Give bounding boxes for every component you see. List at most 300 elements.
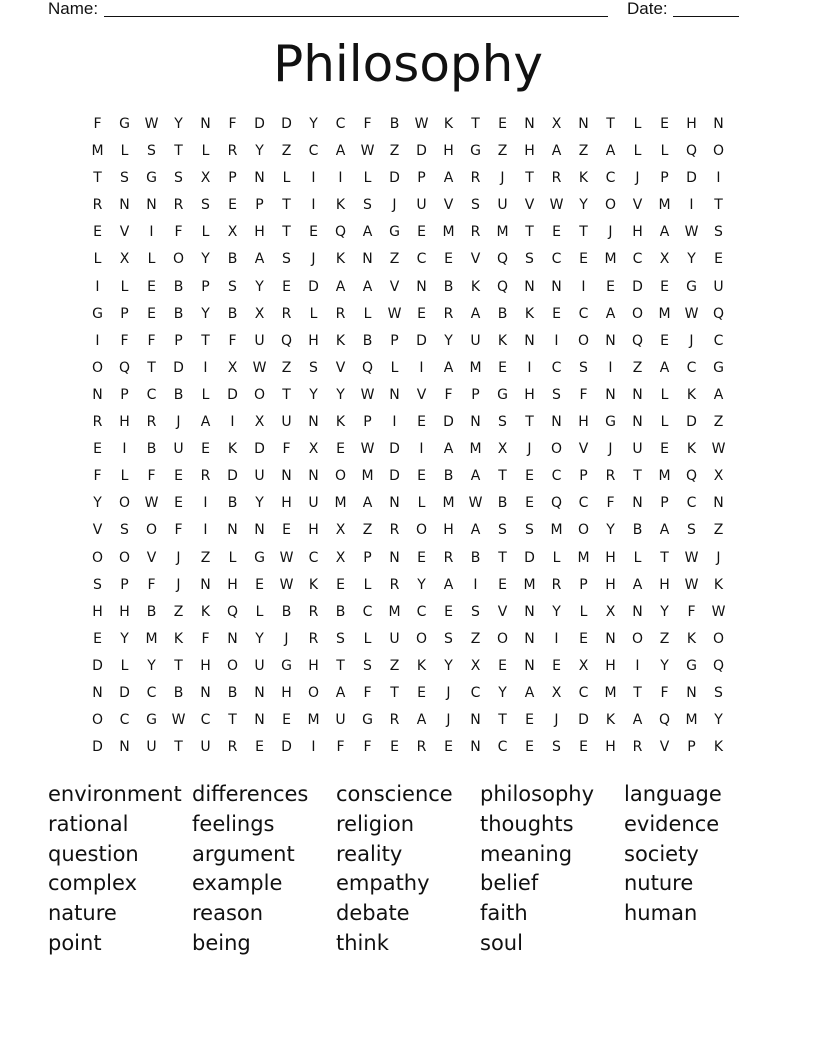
grid-letter[interactable]: X xyxy=(227,359,238,376)
grid-letter[interactable]: R xyxy=(281,305,292,322)
grid-letter[interactable]: F xyxy=(336,739,345,756)
grid-letter[interactable]: S xyxy=(147,143,156,160)
grid-letter[interactable]: F xyxy=(444,386,453,403)
grid-letter[interactable]: Y xyxy=(120,630,129,647)
grid-letter[interactable]: T xyxy=(633,468,642,485)
grid-letter[interactable]: P xyxy=(363,549,372,566)
grid-letter[interactable]: C xyxy=(308,549,319,566)
grid-letter[interactable]: T xyxy=(174,739,183,756)
grid-letter[interactable]: V xyxy=(146,549,157,566)
grid-letter[interactable]: R xyxy=(389,576,400,593)
grid-letter[interactable]: Y xyxy=(660,657,669,674)
grid-letter[interactable]: U xyxy=(389,630,400,647)
grid-letter[interactable]: K xyxy=(713,739,724,756)
grid-letter[interactable]: D xyxy=(686,414,697,431)
grid-letter[interactable]: E xyxy=(498,116,507,132)
grid-letter[interactable]: E xyxy=(417,414,426,431)
grid-letter[interactable]: R xyxy=(173,197,184,214)
grid-letter[interactable]: M xyxy=(442,495,455,512)
grid-letter[interactable]: E xyxy=(282,712,291,729)
grid-letter[interactable]: Y xyxy=(444,332,453,349)
grid-letter[interactable]: K xyxy=(308,576,319,593)
grid-letter[interactable]: E xyxy=(525,495,534,512)
grid-letter[interactable]: J xyxy=(284,630,289,647)
grid-letter[interactable]: C xyxy=(686,359,697,376)
grid-letter[interactable]: T xyxy=(498,712,507,729)
grid-letter[interactable]: G xyxy=(362,712,373,729)
grid-letter[interactable]: N xyxy=(119,739,130,756)
grid-letter[interactable]: P xyxy=(255,197,264,214)
grid-letter[interactable]: B xyxy=(146,441,157,458)
grid-letter[interactable]: I xyxy=(203,495,208,512)
grid-letter[interactable]: E xyxy=(93,224,102,241)
grid-letter[interactable]: Z xyxy=(632,359,643,376)
grid-letter[interactable]: P xyxy=(174,332,183,349)
grid-letter[interactable]: D xyxy=(416,332,427,349)
grid-letter[interactable]: J xyxy=(176,549,181,566)
grid-letter[interactable]: W xyxy=(684,576,699,593)
grid-letter[interactable]: Q xyxy=(712,657,725,674)
grid-letter[interactable]: N xyxy=(524,603,535,620)
grid-letter[interactable]: Z xyxy=(713,414,724,431)
grid-letter[interactable]: J xyxy=(689,332,694,349)
grid-letter[interactable]: A xyxy=(470,305,481,322)
grid-letter[interactable]: B xyxy=(335,603,346,620)
grid-letter[interactable]: H xyxy=(605,739,616,756)
grid-letter[interactable]: B xyxy=(173,305,184,322)
grid-letter[interactable]: O xyxy=(91,359,104,376)
grid-letter[interactable]: P xyxy=(120,305,129,322)
grid-letter[interactable]: T xyxy=(174,657,183,674)
grid-letter[interactable]: A xyxy=(605,143,616,160)
grid-letter[interactable]: W xyxy=(171,712,186,729)
grid-letter[interactable]: J xyxy=(635,170,640,187)
grid-letter[interactable]: I xyxy=(203,522,208,539)
grid-letter[interactable]: A xyxy=(443,441,454,458)
grid-letter[interactable]: L xyxy=(633,143,642,160)
grid-letter[interactable]: Y xyxy=(444,657,453,674)
grid-letter[interactable]: R xyxy=(92,414,103,431)
grid-letter[interactable]: E xyxy=(606,278,615,295)
grid-letter[interactable]: T xyxy=(201,332,210,349)
grid-letter[interactable]: M xyxy=(685,712,698,729)
grid-letter[interactable]: Q xyxy=(118,359,131,376)
grid-letter[interactable]: H xyxy=(308,332,319,349)
grid-letter[interactable]: C xyxy=(551,468,562,485)
grid-letter[interactable]: U xyxy=(200,739,211,756)
grid-letter[interactable]: D xyxy=(227,468,238,485)
grid-letter[interactable]: S xyxy=(552,739,561,756)
grid-letter[interactable]: N xyxy=(389,495,400,512)
grid-letter[interactable]: Y xyxy=(579,197,588,214)
grid-letter[interactable]: J xyxy=(608,224,613,241)
grid-letter[interactable]: F xyxy=(363,739,372,756)
grid-letter[interactable]: C xyxy=(551,251,562,268)
grid-letter[interactable]: Q xyxy=(361,359,374,376)
grid-letter[interactable]: V xyxy=(470,251,481,268)
grid-letter[interactable]: K xyxy=(578,170,589,187)
grid-letter[interactable]: N xyxy=(632,386,643,403)
grid-letter[interactable]: M xyxy=(469,441,482,458)
grid-letter[interactable]: D xyxy=(92,739,103,756)
grid-letter[interactable]: I xyxy=(608,359,613,376)
grid-letter[interactable]: R xyxy=(227,143,238,160)
grid-letter[interactable]: L xyxy=(120,468,129,485)
grid-letter[interactable]: D xyxy=(281,739,292,756)
grid-letter[interactable]: O xyxy=(91,549,104,566)
grid-letter[interactable]: M xyxy=(442,224,455,241)
grid-letter[interactable]: B xyxy=(173,386,184,403)
grid-letter[interactable]: N xyxy=(200,576,211,593)
grid-letter[interactable]: D xyxy=(389,468,400,485)
grid-letter[interactable]: I xyxy=(473,576,478,593)
grid-letter[interactable]: M xyxy=(523,576,536,593)
grid-letter[interactable]: S xyxy=(552,386,561,403)
grid-letter[interactable]: U xyxy=(281,414,292,431)
grid-letter[interactable]: R xyxy=(335,305,346,322)
grid-letter[interactable]: L xyxy=(363,305,372,322)
grid-letter[interactable]: S xyxy=(525,522,534,539)
grid-letter[interactable]: N xyxy=(578,116,589,132)
grid-letter[interactable]: F xyxy=(282,441,291,458)
grid-letter[interactable]: H xyxy=(308,522,319,539)
grid-letter[interactable]: A xyxy=(254,251,265,268)
grid-letter[interactable]: H xyxy=(605,657,616,674)
grid-letter[interactable]: E xyxy=(336,441,345,458)
grid-letter[interactable]: J xyxy=(311,251,316,268)
grid-letter[interactable]: C xyxy=(470,684,481,701)
grid-letter[interactable]: L xyxy=(579,603,588,620)
grid-letter[interactable]: E xyxy=(714,251,723,268)
grid-letter[interactable]: I xyxy=(311,739,316,756)
grid-letter[interactable]: E xyxy=(552,224,561,241)
grid-letter[interactable]: D xyxy=(92,657,103,674)
grid-letter[interactable]: H xyxy=(632,224,643,241)
grid-letter[interactable]: Y xyxy=(309,116,318,132)
grid-letter[interactable]: S xyxy=(282,251,291,268)
grid-letter[interactable]: W xyxy=(144,116,159,132)
grid-letter[interactable]: S xyxy=(687,522,696,539)
grid-letter[interactable]: F xyxy=(174,522,183,539)
grid-letter[interactable]: T xyxy=(390,684,399,701)
grid-letter[interactable]: L xyxy=(363,170,372,187)
grid-letter[interactable]: D xyxy=(173,359,184,376)
grid-letter[interactable]: C xyxy=(686,495,697,512)
grid-letter[interactable]: Q xyxy=(685,468,698,485)
grid-letter[interactable]: W xyxy=(684,305,699,322)
grid-letter[interactable]: M xyxy=(658,468,671,485)
grid-letter[interactable]: C xyxy=(578,305,589,322)
grid-letter[interactable]: Y xyxy=(255,278,264,295)
grid-letter[interactable]: L xyxy=(660,414,669,431)
grid-letter[interactable]: N xyxy=(227,630,238,647)
grid-letter[interactable]: C xyxy=(200,712,211,729)
grid-letter[interactable]: I xyxy=(419,359,424,376)
grid-letter[interactable]: P xyxy=(579,576,588,593)
grid-letter[interactable]: K xyxy=(335,251,346,268)
grid-letter[interactable]: O xyxy=(145,522,158,539)
grid-letter[interactable]: N xyxy=(470,739,481,756)
grid-letter[interactable]: T xyxy=(282,197,291,214)
grid-letter[interactable]: I xyxy=(419,441,424,458)
grid-letter[interactable]: N xyxy=(605,630,616,647)
grid-letter[interactable]: C xyxy=(308,143,319,160)
grid-letter[interactable]: A xyxy=(416,712,427,729)
grid-letter[interactable]: R xyxy=(416,739,427,756)
grid-letter[interactable]: S xyxy=(201,197,210,214)
grid-letter[interactable]: Z xyxy=(173,603,184,620)
grid-letter[interactable]: Y xyxy=(498,684,507,701)
grid-letter[interactable]: F xyxy=(120,332,129,349)
grid-letter[interactable]: I xyxy=(527,359,532,376)
grid-letter[interactable]: K xyxy=(686,441,697,458)
grid-letter[interactable]: M xyxy=(577,549,590,566)
grid-letter[interactable]: Q xyxy=(550,495,563,512)
grid-letter[interactable]: E xyxy=(417,305,426,322)
grid-letter[interactable]: G xyxy=(686,657,697,674)
grid-letter[interactable]: O xyxy=(631,630,644,647)
grid-letter[interactable]: X xyxy=(335,522,346,539)
grid-letter[interactable]: I xyxy=(311,170,316,187)
grid-letter[interactable]: P xyxy=(660,495,669,512)
grid-letter[interactable]: L xyxy=(93,251,102,268)
grid-letter[interactable]: L xyxy=(390,359,399,376)
grid-letter[interactable]: V xyxy=(92,522,103,539)
grid-letter[interactable]: U xyxy=(308,495,319,512)
grid-letter[interactable]: H xyxy=(308,657,319,674)
grid-letter[interactable]: E xyxy=(660,116,669,132)
grid-letter[interactable]: T xyxy=(660,549,669,566)
grid-letter[interactable]: N xyxy=(362,251,373,268)
grid-letter[interactable]: O xyxy=(496,630,509,647)
grid-letter[interactable]: K xyxy=(470,278,481,295)
grid-letter[interactable]: S xyxy=(120,170,129,187)
grid-letter[interactable]: I xyxy=(554,630,559,647)
grid-letter[interactable]: O xyxy=(415,522,428,539)
grid-letter[interactable]: F xyxy=(363,116,372,132)
grid-letter[interactable]: P xyxy=(228,170,237,187)
grid-letter[interactable]: D xyxy=(308,278,319,295)
grid-letter[interactable]: I xyxy=(95,278,100,295)
grid-letter[interactable]: H xyxy=(605,549,616,566)
grid-letter[interactable]: K xyxy=(713,576,724,593)
grid-letter[interactable]: T xyxy=(282,386,291,403)
grid-letter[interactable]: N xyxy=(200,116,211,132)
grid-letter[interactable]: I xyxy=(230,414,235,431)
grid-letter[interactable]: M xyxy=(469,359,482,376)
grid-letter[interactable]: N xyxy=(632,603,643,620)
grid-letter[interactable]: A xyxy=(362,495,373,512)
grid-letter[interactable]: G xyxy=(389,224,400,241)
grid-letter[interactable]: T xyxy=(147,359,156,376)
grid-letter[interactable]: Z xyxy=(389,657,400,674)
grid-letter[interactable]: D xyxy=(389,441,400,458)
grid-letter[interactable]: K xyxy=(227,441,238,458)
grid-letter[interactable]: L xyxy=(660,386,669,403)
grid-letter[interactable]: N xyxy=(605,386,616,403)
grid-letter[interactable]: I xyxy=(635,657,640,674)
grid-letter[interactable]: J xyxy=(500,170,505,187)
grid-letter[interactable]: F xyxy=(147,468,156,485)
grid-letter[interactable]: S xyxy=(471,197,480,214)
grid-letter[interactable]: G xyxy=(470,143,481,160)
grid-letter[interactable]: A xyxy=(443,576,454,593)
grid-letter[interactable]: B xyxy=(227,495,238,512)
grid-letter[interactable]: K xyxy=(524,305,535,322)
grid-letter[interactable]: W xyxy=(279,549,294,566)
grid-letter[interactable]: L xyxy=(120,657,129,674)
grid-letter[interactable]: H xyxy=(119,603,130,620)
grid-letter[interactable]: U xyxy=(416,197,427,214)
grid-letter[interactable]: E xyxy=(417,684,426,701)
grid-letter[interactable]: Y xyxy=(201,251,210,268)
grid-letter[interactable]: F xyxy=(201,630,210,647)
grid-letter[interactable]: Y xyxy=(714,712,723,729)
grid-letter[interactable]: P xyxy=(363,414,372,431)
grid-letter[interactable]: B xyxy=(227,305,238,322)
grid-letter[interactable]: S xyxy=(471,603,480,620)
grid-letter[interactable]: Y xyxy=(201,305,210,322)
grid-letter[interactable]: Y xyxy=(255,495,264,512)
grid-letter[interactable]: T xyxy=(336,657,345,674)
grid-letter[interactable]: R xyxy=(308,603,319,620)
grid-letter[interactable]: I xyxy=(203,359,208,376)
grid-letter[interactable]: A xyxy=(335,684,346,701)
grid-letter[interactable]: E xyxy=(255,739,264,756)
grid-letter[interactable]: N xyxy=(470,414,481,431)
grid-letter[interactable]: X xyxy=(605,603,616,620)
grid-letter[interactable]: I xyxy=(392,414,397,431)
grid-letter[interactable]: W xyxy=(144,495,159,512)
grid-letter[interactable]: U xyxy=(254,468,265,485)
grid-letter[interactable]: A xyxy=(551,143,562,160)
grid-letter[interactable]: C xyxy=(416,603,427,620)
grid-letter[interactable]: E xyxy=(147,278,156,295)
grid-letter[interactable]: N xyxy=(92,684,103,701)
grid-letter[interactable]: A xyxy=(632,576,643,593)
grid-letter[interactable]: F xyxy=(687,603,696,620)
grid-letter[interactable]: A xyxy=(713,386,724,403)
grid-letter[interactable]: L xyxy=(633,116,642,132)
grid-letter[interactable]: N xyxy=(524,630,535,647)
grid-letter[interactable]: D xyxy=(524,549,535,566)
grid-letter[interactable]: U xyxy=(497,197,508,214)
grid-letter[interactable]: E xyxy=(444,603,453,620)
grid-letter[interactable]: W xyxy=(360,386,375,403)
grid-letter[interactable]: A xyxy=(659,224,670,241)
grid-letter[interactable]: B xyxy=(362,332,373,349)
grid-letter[interactable]: D xyxy=(578,712,589,729)
grid-letter[interactable]: N xyxy=(308,414,319,431)
grid-letter[interactable]: S xyxy=(174,170,183,187)
grid-letter[interactable]: A xyxy=(335,278,346,295)
grid-letter[interactable]: M xyxy=(604,251,617,268)
grid-letter[interactable]: I xyxy=(338,170,343,187)
grid-letter[interactable]: F xyxy=(363,684,372,701)
grid-letter[interactable]: B xyxy=(497,495,508,512)
grid-letter[interactable]: L xyxy=(201,143,210,160)
grid-letter[interactable]: N xyxy=(605,332,616,349)
grid-letter[interactable]: T xyxy=(498,549,507,566)
grid-letter[interactable]: D xyxy=(281,116,292,132)
grid-letter[interactable]: D xyxy=(632,278,643,295)
grid-letter[interactable]: W xyxy=(684,549,699,566)
grid-letter[interactable]: J xyxy=(176,414,181,431)
grid-letter[interactable]: D xyxy=(254,116,265,132)
grid-letter[interactable]: M xyxy=(145,630,158,647)
grid-letter[interactable]: R xyxy=(227,739,238,756)
grid-letter[interactable]: A xyxy=(200,414,211,431)
grid-letter[interactable]: J xyxy=(554,712,559,729)
grid-letter[interactable]: Z xyxy=(281,359,292,376)
grid-letter[interactable]: V xyxy=(497,603,508,620)
grid-letter[interactable]: N xyxy=(146,197,157,214)
grid-letter[interactable]: O xyxy=(334,468,347,485)
grid-letter[interactable]: K xyxy=(200,603,211,620)
grid-letter[interactable]: B xyxy=(470,549,481,566)
grid-letter[interactable]: Q xyxy=(226,603,239,620)
grid-letter[interactable]: E xyxy=(336,576,345,593)
grid-letter[interactable]: D xyxy=(389,170,400,187)
grid-letter[interactable]: S xyxy=(336,630,345,647)
grid-letter[interactable]: C xyxy=(551,359,562,376)
grid-letter[interactable]: L xyxy=(120,278,129,295)
grid-letter[interactable]: H xyxy=(524,386,535,403)
grid-letter[interactable]: E xyxy=(174,495,183,512)
grid-letter[interactable]: Y xyxy=(174,116,183,132)
grid-letter[interactable]: V xyxy=(119,224,130,241)
grid-letter[interactable]: Z xyxy=(281,143,292,160)
grid-letter[interactable]: O xyxy=(577,522,590,539)
grid-letter[interactable]: S xyxy=(498,414,507,431)
grid-letter[interactable]: I xyxy=(554,332,559,349)
grid-letter[interactable]: E xyxy=(255,576,264,593)
grid-letter[interactable]: C xyxy=(632,251,643,268)
grid-letter[interactable]: E xyxy=(498,576,507,593)
grid-letter[interactable]: L xyxy=(660,143,669,160)
grid-letter[interactable]: R xyxy=(632,739,643,756)
grid-letter[interactable]: T xyxy=(633,684,642,701)
grid-letter[interactable]: X xyxy=(659,251,670,268)
grid-letter[interactable]: A xyxy=(443,170,454,187)
grid-letter[interactable]: I xyxy=(581,278,586,295)
grid-letter[interactable]: O xyxy=(118,549,131,566)
grid-letter[interactable]: S xyxy=(120,522,129,539)
grid-letter[interactable]: A xyxy=(524,684,535,701)
grid-letter[interactable]: K xyxy=(335,414,346,431)
grid-letter[interactable]: E xyxy=(660,278,669,295)
grid-letter[interactable]: T xyxy=(525,414,534,431)
grid-letter[interactable]: E xyxy=(444,739,453,756)
grid-letter[interactable]: X xyxy=(119,251,130,268)
grid-letter[interactable]: M xyxy=(658,197,671,214)
grid-letter[interactable]: N xyxy=(524,278,535,295)
grid-letter[interactable]: S xyxy=(714,684,723,701)
grid-letter[interactable]: W xyxy=(387,305,402,322)
grid-letter[interactable]: O xyxy=(604,197,617,214)
grid-letter[interactable]: X xyxy=(227,224,238,241)
grid-letter[interactable]: E xyxy=(147,305,156,322)
grid-letter[interactable]: X xyxy=(578,657,589,674)
grid-letter[interactable]: S xyxy=(579,359,588,376)
grid-letter[interactable]: X xyxy=(551,684,562,701)
grid-letter[interactable]: P xyxy=(471,386,480,403)
grid-letter[interactable]: F xyxy=(228,332,237,349)
grid-letter[interactable]: C xyxy=(335,116,346,132)
grid-letter[interactable]: K xyxy=(335,332,346,349)
grid-letter[interactable]: O xyxy=(415,630,428,647)
grid-letter[interactable]: Q xyxy=(496,251,509,268)
